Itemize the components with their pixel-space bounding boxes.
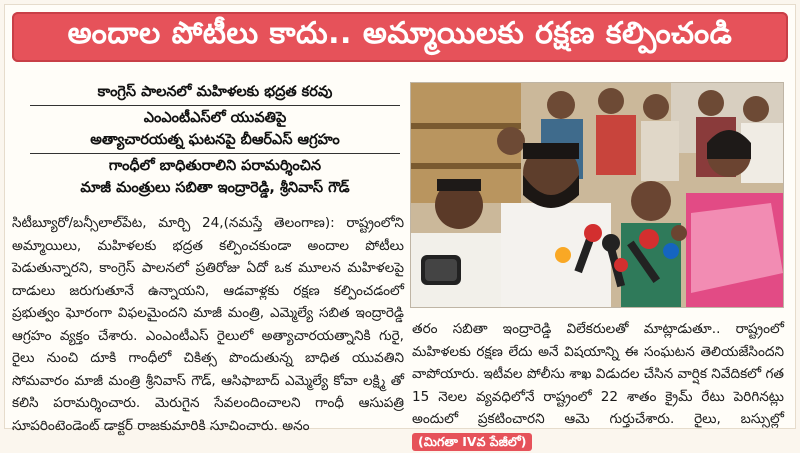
headline-banner [12,12,788,62]
headline-text: అందాల పోటీలు కాదు.. అమ్మాయిలకు రక్షణ కల్పించండి [67,16,733,51]
article-body-1: సిటీబ్యూరో/బన్సీలాల్‌పేట, మార్చి 24,(నమస్తే తెలంగాణ): రాష్ట్రంలోని అమ్మాయిలు, మహిళలకు భద్రత కల్పించకుండా అందాల పోటీలు పెడుతున్నారని, కాంగ్రెస్ పాలనలో ప్రతిరోజు ఏదో ఒక మూలన మహిళలపై దాడులు జరుగుతూనే ఉన్నాయని, ఆడవాళ్లకు రక్షణ కల్పించడంలో ప్రభుత్వం ఘోరంగా విఫలమైందని మాజీ మంత్రి, ఎమ్మెల్యే సబిత ఇంద్రారెడ్డి ఆగ్రహం వ్యక్తం చేశారు. ఎంఎంటీఎస్ రైలులో అత్యాచారయత్నానికి గురై, రైలు నుంచి దూకి గాంధీలో చికిత్స పొందుతున్న బాధిత యువతిని సోమవారం మాజీ మంత్రి శ్రీనివాస్ గౌడ్, ఆసిఫాబాద్ ఎమ్మెల్యే కోవా లక్ష్మి తో కలిసి పరామర్శించారు. మెరుగైన సేవలందించాలని గాంధీ ఆసుపత్రి సూపరింటెండెంట్ డాక్టర్ రాజకుమారికి సూచించారు. అనం [12,215,404,434]
subheadings [30,80,400,201]
subhead-3: అత్యాచారయత్న ఘటనపై బీఆర్ఎస్ ఆగ్రహం [30,128,400,154]
subhead-5: మాజీ మంత్రులు సబితా ఇంద్రారెడ్డి, శ్రీనివాస్ గౌడ్ [80,180,350,196]
article-column-1 [12,212,404,437]
news-photo [410,82,784,308]
subhead-1: కాంగ్రెస్ పాలనలో మహిళలకు భద్రత కరవు [30,80,400,106]
subhead-2: ఎంఎంటీఎస్‌లో యువతిపై [143,110,287,126]
news-photo-illustration [411,83,783,307]
continued-tag: (మిగతా IVవ పేజీలో) [412,433,532,451]
article-body-2-text: తరం సబితా ఇంద్రారెడ్డి విలేకరులతో మాట్లాడుతూ.. రాష్ట్రంలో మహిళలకు రక్షణ లేదు అనే విషయాన్ని ఈ సంఘటన తెలియజేసిందని వాపోయారు. ఇటీవల పోలీసు శాఖ విడుదల చేసిన వార్షిక నివేదికలో గత 15 నెలల వ్యవధిలోనే రాష్ట్రంలో 22 శాతం క్రైమ్ రేటు పెరిగినట్లు అందులో ప్రకటించారని ఆమె గుర్తుచేశారు. రైలు, బస్సుల్లో [412,321,784,427]
subhead-4: గాంధీలో బాధితురాలిని పరామర్శించిన [108,158,322,174]
